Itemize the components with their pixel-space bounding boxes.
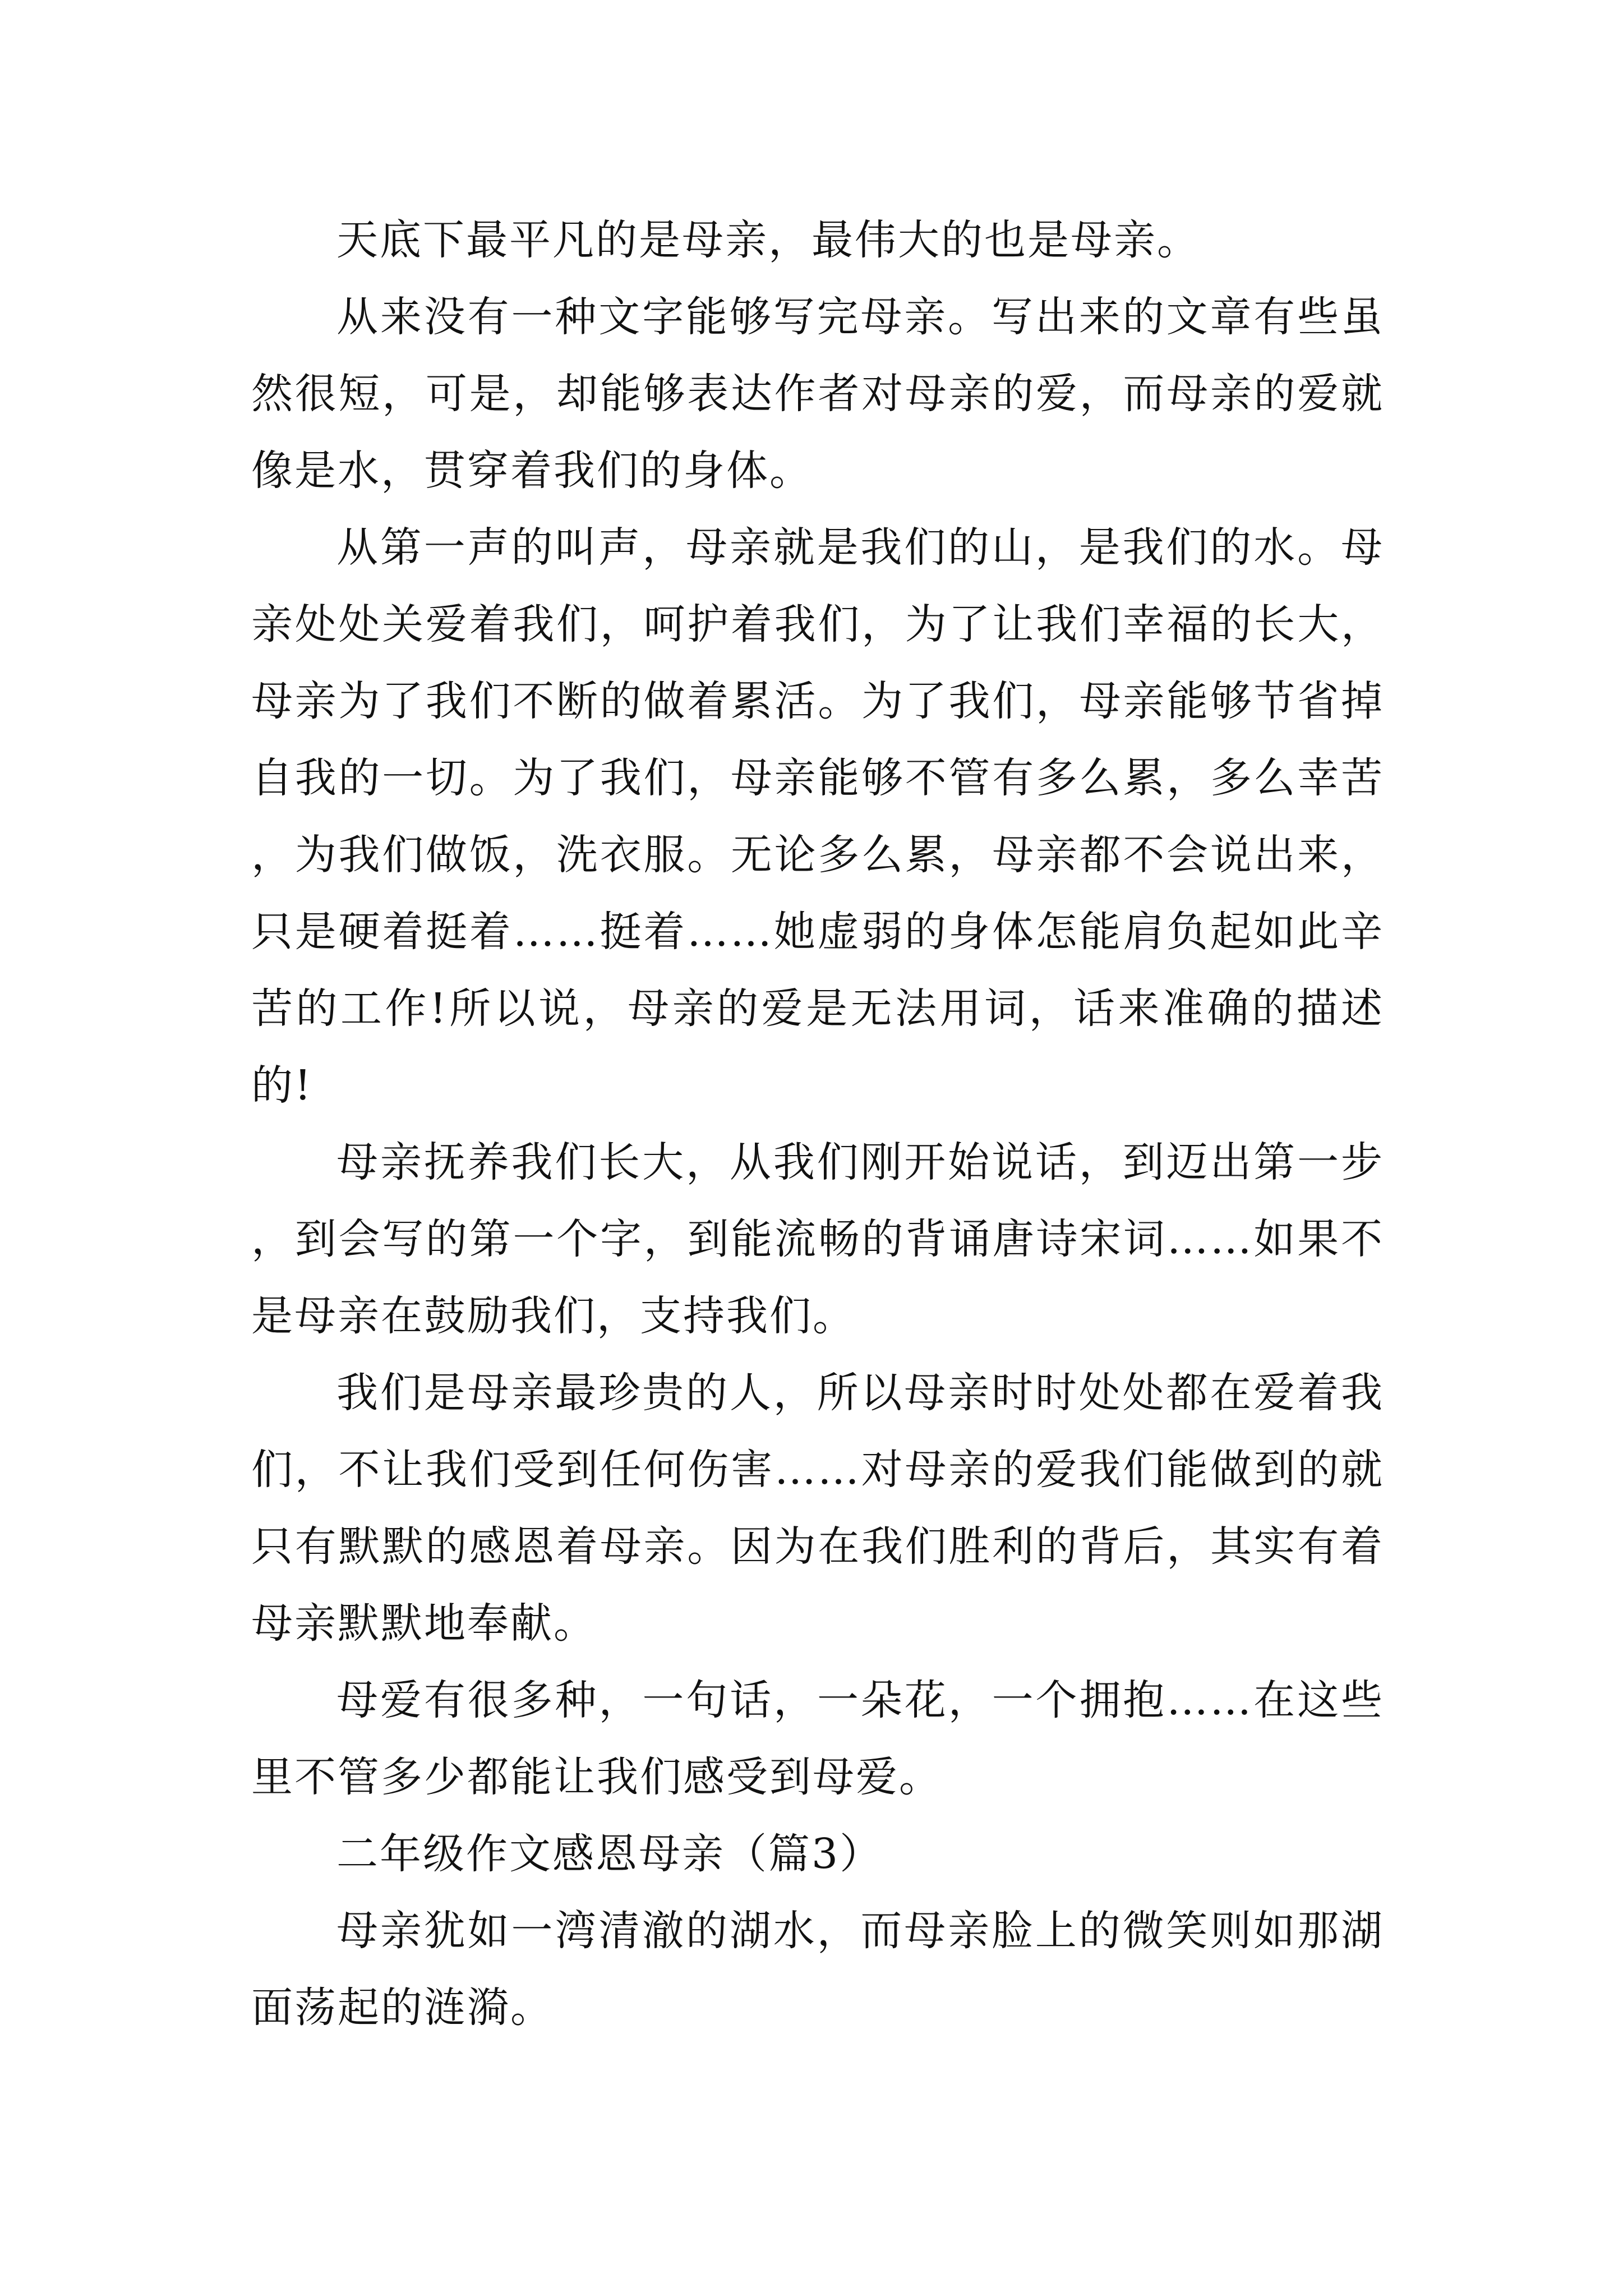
paragraph-2: 从来没有一种文字能够写完母亲。写出来的文章有些虽然很短，可是，却能够表达作者对母亲的爱，而母亲的爱就像是水，贯穿着我们的身体。 (251, 293, 1384, 495)
paragraph-1: 天底下最平凡的是母亲，最伟大的也是母亲。 (336, 216, 1200, 264)
document-body (251, 202, 1384, 2046)
paragraph-7: 母亲犹如一湾清澈的湖水，而母亲脸上的微笑则如那湖面荡起的涟漪。 (251, 1907, 1384, 2032)
paragraph-5: 我们是母亲最珍贵的人，所以母亲时时处处都在爱着我们，不让我们受到任何伤害……对母亲的爱我们能做到的就只有默默的感恩着母亲。因为在我们胜利的背后，其实有着母亲默默地奉献。 (251, 1369, 1384, 1648)
paragraph-4: 母亲抚养我们长大，从我们刚开始说话，到迈出第一步，到会写的第一个字，到能流畅的背诵唐诗宋词……如果不是母亲在鼓励我们，支持我们。 (251, 1138, 1384, 1340)
section-heading: 二年级作文感恩母亲（篇3） (336, 1830, 883, 1878)
paragraph-6: 母爱有很多种，一句话，一朵花，一个拥抱……在这些里不管多少都能让我们感受到母爱。 (251, 1676, 1384, 1801)
paragraph-3: 从第一声的叫声，母亲就是我们的山，是我们的水。母亲处处关爱着我们，呵护着我们，为了让我们幸福的长大，母亲为了我们不断的做着累活。为了我们，母亲能够节省掉自我的一切。为了我们，母亲能够不管有多么累，多么幸苦，为我们做饭，洗衣服。无论多么累，母亲都不会说出来，只是硬着挺着……挺着……她虚弱的身体怎能肩负起如此辛苦的工作!所以说，母亲的爱是无法用词，话来准确的描述的! (251, 523, 1384, 1110)
